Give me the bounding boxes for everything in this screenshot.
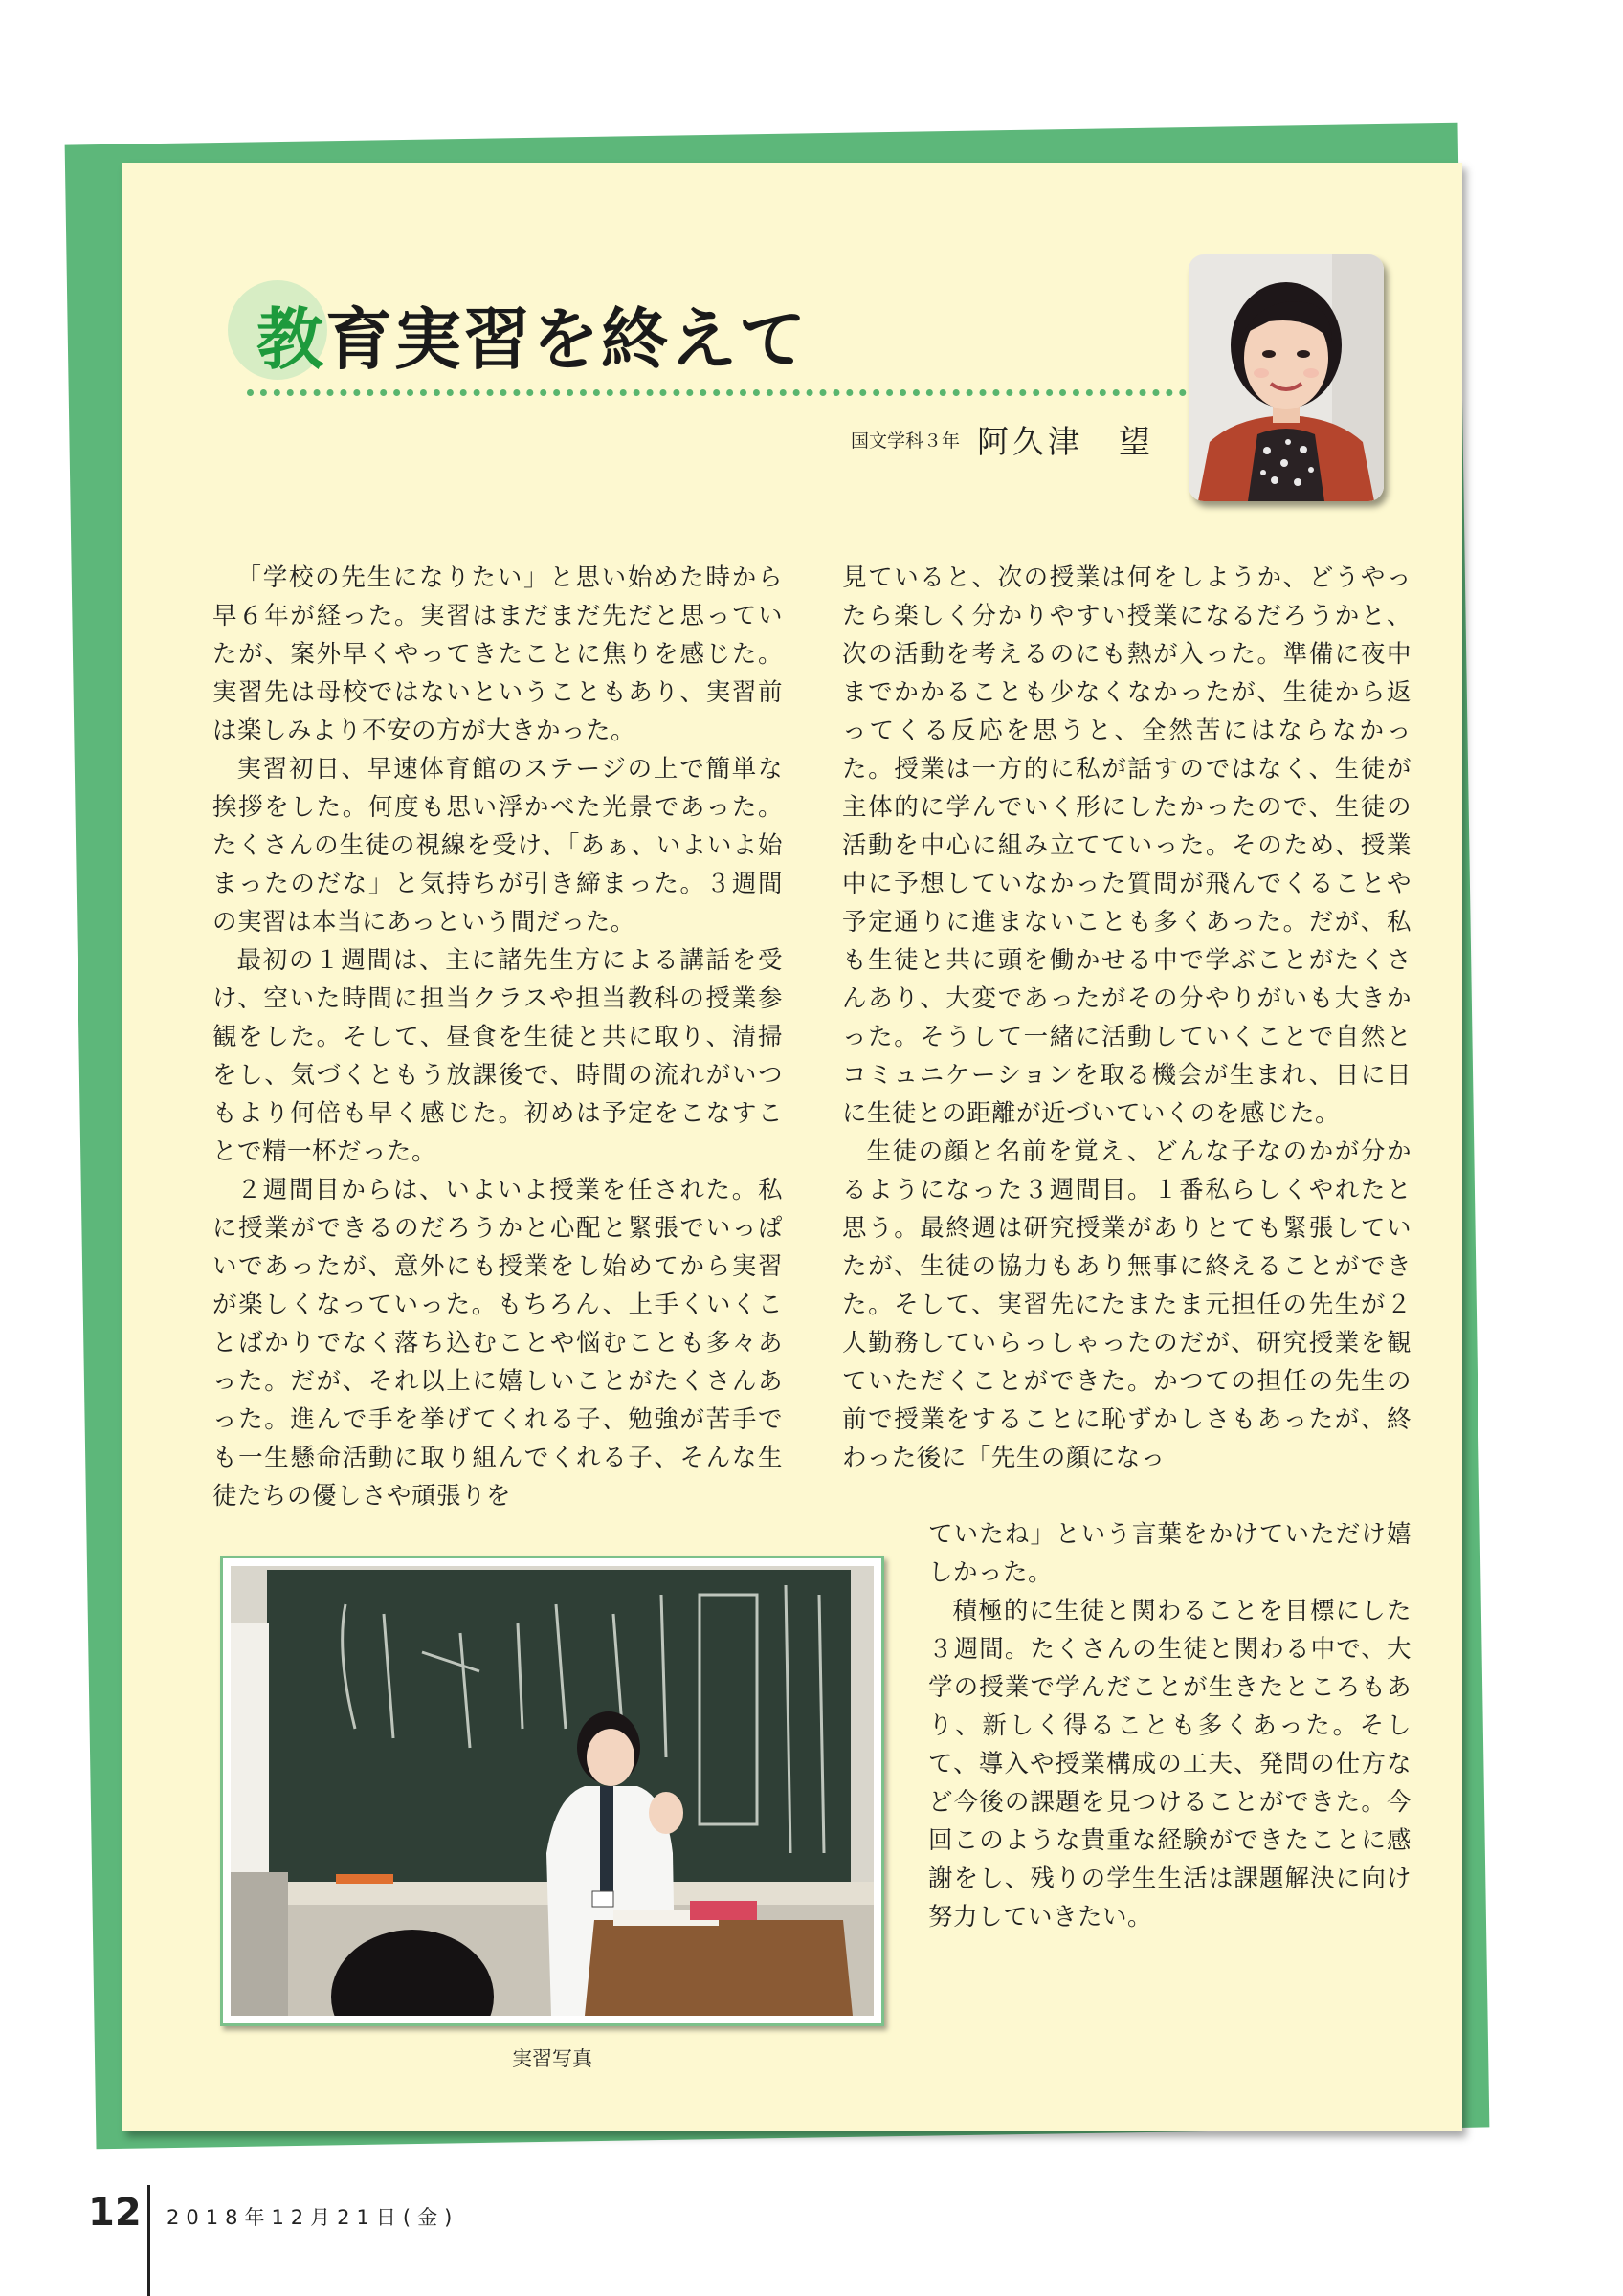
body-column-left [212,559,783,1515]
photo-caption: 実習写真 [512,2047,592,2070]
body-paragraph: 積極的に生徒と関わることを目標にした３週間。たくさんの生徒と関わる中で、大学の授業で学んだことが生きたところもあり、新しく得ることも多くあった。そして、導入や授業構成の工夫、発問の仕方など今後の課題を見つけることができた。今回このような貴重な経験ができたことに感謝をし、残りの学生生活は課題解決に向け努力していきたい。 [928,1597,1412,1932]
body-paragraph: 「学校の先生になりたい」と思い始めた時から早６年が経った。実習はまだまだ先だと思っていたが、案外早くやってきたことに焦りを感じた。実習先は母校ではないということもあり、実習前は楽しみより不安の方が大きかった。 [212,563,783,745]
issue-date: 2018年12月21日(金) [167,2206,459,2229]
body-column-right-continued [928,1515,1412,1936]
title-rest: 育実習を終えて [325,300,808,379]
author-byline [851,417,1154,462]
body-paragraph: 見ていると、次の授業は何をしようか、どうやったら楽しく分かりやすい授業になるだろうかと、次の活動を考えるのにも熱が入った。準備に夜中までかかることも少なくなかったが、生徒から返ってくる反応を思うと、全然苦にはならなかった。授業は一方的に私が話すのではなく、生徒が主体的に学んでいく形にしたかったので、生徒の活動を中心に組み立てていった。そのため、授業中に予想していなかった質問が飛んでくることや予定通りに進まないことも多くあった。だが、私も生徒と共に頭を働かせる中で学ぶことがたくさんあり、大変であったがその分やりがいも大きかった。そうして一緒に活動していくことで自然とコミュニケーションを取る機会が生まれ、日に日に生徒との距離が近づいていくのを感じた。 [842,563,1412,1128]
page-number: 12 [88,2191,142,2235]
author-name: 阿久津 望 [977,423,1154,460]
body-paragraph: 実習初日、早速体育館のステージの上で簡単な挨拶をした。何度も思い浮かべた光景であった。たくさんの生徒の視線を受け、「あぁ、いよいよ始まったのだな」と気持ちが引き締まった。３週間の実習は本当にあっという間だった。 [212,755,783,937]
body-paragraph: ていたね」という言葉をかけていただけ嬉しかった。 [928,1520,1412,1587]
classroom-photo [220,1556,884,2026]
body-paragraph: ２週間目からは、いよいよ授業を任された。私に授業ができるのだろうかと心配と緊張でいっぱいであったが、意外にも授業をし始めてから実習が楽しくなっていった。もちろん、上手くいくことばかりでなく落ち込むことや悩むことも多々あった。だが、それ以上に嬉しいことがたくさんあった。進んで手を挙げてくれる子、勉強が苦手でも一生懸命活動に取り組んでくれる子、そんな生徒たちの優しさや頑張りを [212,1176,783,1511]
body-column-right [842,559,1412,1477]
title-first-char: 教 [256,300,325,379]
author-portrait [1189,254,1384,501]
article-title [256,287,808,392]
body-paragraph: 最初の１週間は、主に諸先生方による講話を受け、空いた時間に担当クラスや担当教科の授業参観をした。そして、昼食を生徒と共に取り、清掃をし、気づくともう放課後で、時間の流れがいつもより何倍も早く感じた。初めは予定をこなすことで精一杯だった。 [212,946,783,1166]
body-paragraph: 生徒の顔と名前を覚え、どんな子なのかが分かるようになった３週間目。１番私らしくやれたと思う。最終週は研究授業がありとても緊張していたが、生徒の協力もあり無事に終えることができた。そして、実習先にたまたま元担任の先生が２人勤務していらっしゃったのだが、研究授業を観ていただくことができた。かつての担任の先生の前で授業をすることに恥ずかしさもあったが、終わった後に「先生の顔になっ [842,1137,1412,1472]
footer-divider [147,2185,150,2296]
author-department: 国文学科３年 [850,430,960,452]
title-dotted-rule [247,389,1187,396]
